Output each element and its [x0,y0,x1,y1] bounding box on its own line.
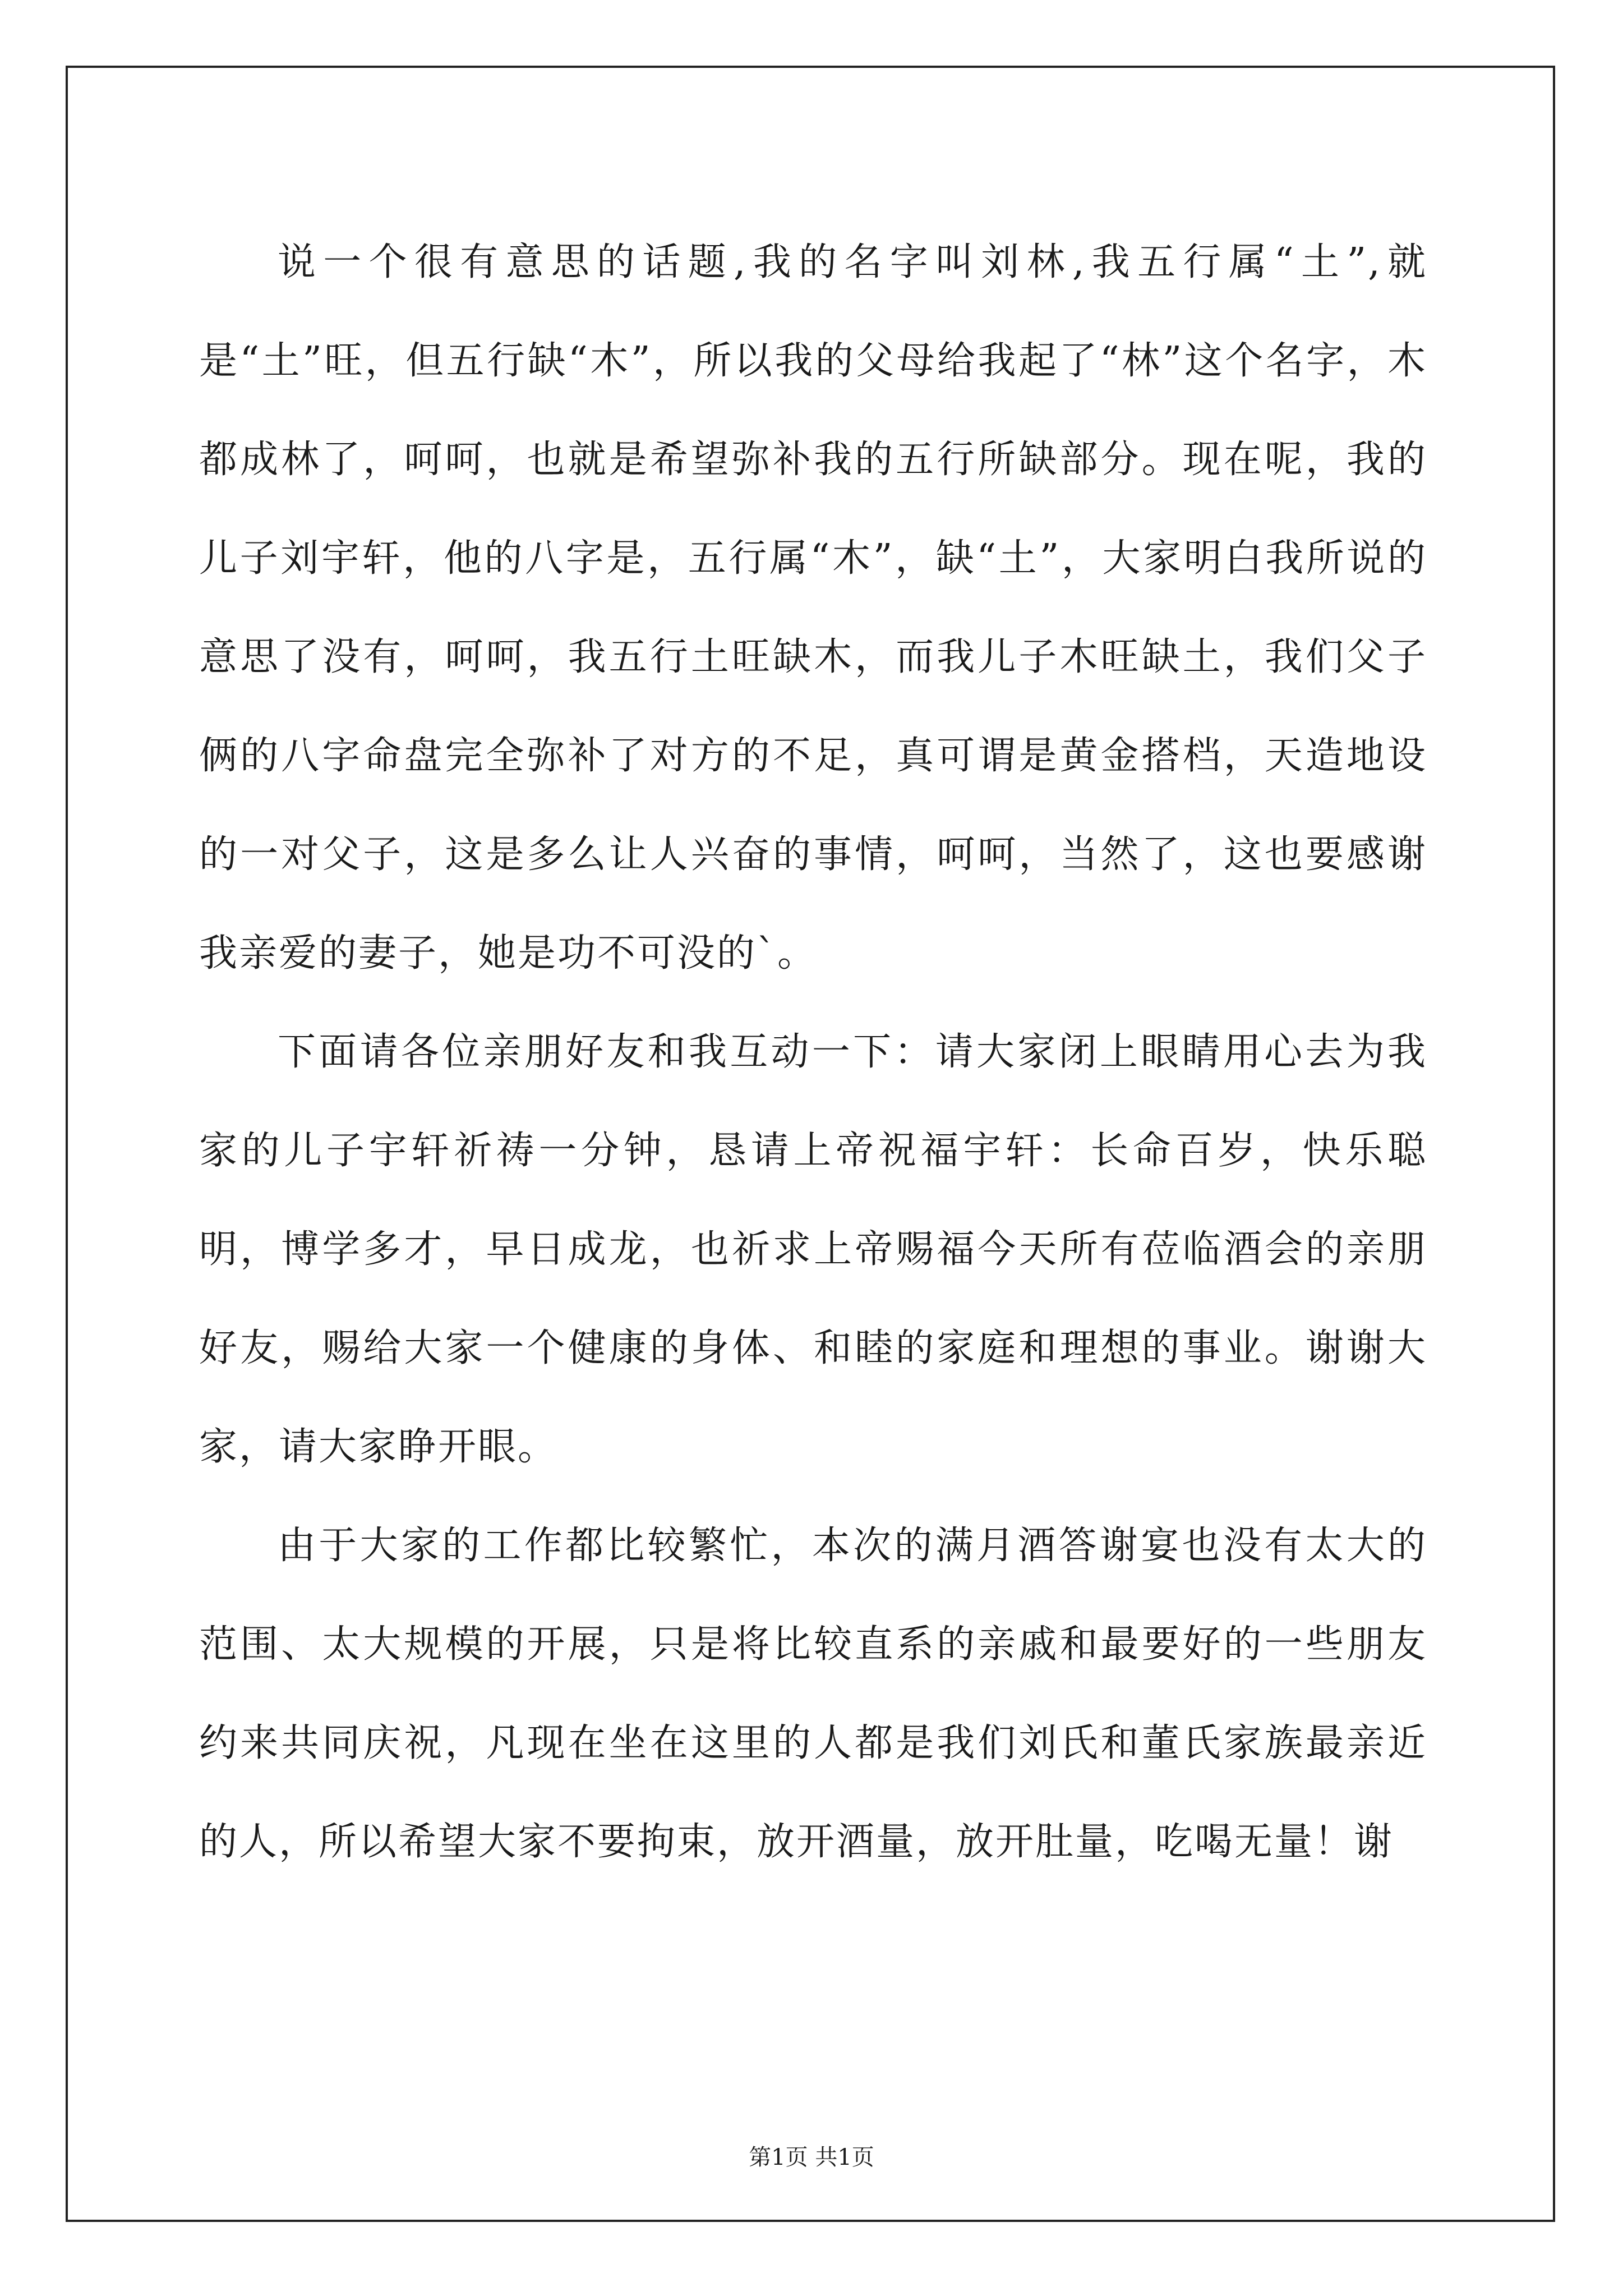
paragraph-2: 下面请各位亲朋好友和我互动一下：请大家闭上眼睛用心去为我家的儿子宇轩祈祷一分钟，恳请上帝祝福宇轩：长命百岁，快乐聪明，博学多才，早日成龙，也祈求上帝赐福今天所有莅临酒会的亲朋好友，赐给大家一个健康的身体、和睦的家庭和理想的事业。谢谢大家，请大家睁开眼。 [199,1030,1427,1469]
paragraph-1: 说一个很有意思的话题,我的名字叫刘林,我五行属“土”,就是“土”旺，但五行缺“木”，所以我的父母给我起了“林”这个名字，木都成林了，呵呵，也就是希望弥补我的五行所缺部分。现在呢，我的儿子刘宇轩，他的八字是，五行属“木”，缺“土”，大家明白我所说的意思了没有，呵呵，我五行土旺缺木，而我儿子木旺缺土，我们父子俩的八字命盘完全弥补了对方的不足，真可谓是黄金搭档，天造地设的一对父子，这是多么让人兴奋的事情，呵呵，当然了，这也要感谢我亲爱的妻子，她是功不可没的`。 [199,240,1427,976]
page-number-footer: 第1页 共1页 [749,2145,874,2170]
document-body [199,213,1427,1892]
paragraph-3: 由于大家的工作都比较繁忙，本次的满月酒答谢宴也没有太大的范围、太大规模的开展，只是将比较直系的亲戚和最要好的一些朋友约来共同庆祝，凡现在坐在这里的人都是我们刘氏和董氏家族最亲近的人，所以希望大家不要拘束，放开酒量，放开肚量，吃喝无量！谢 [199,1524,1427,1864]
